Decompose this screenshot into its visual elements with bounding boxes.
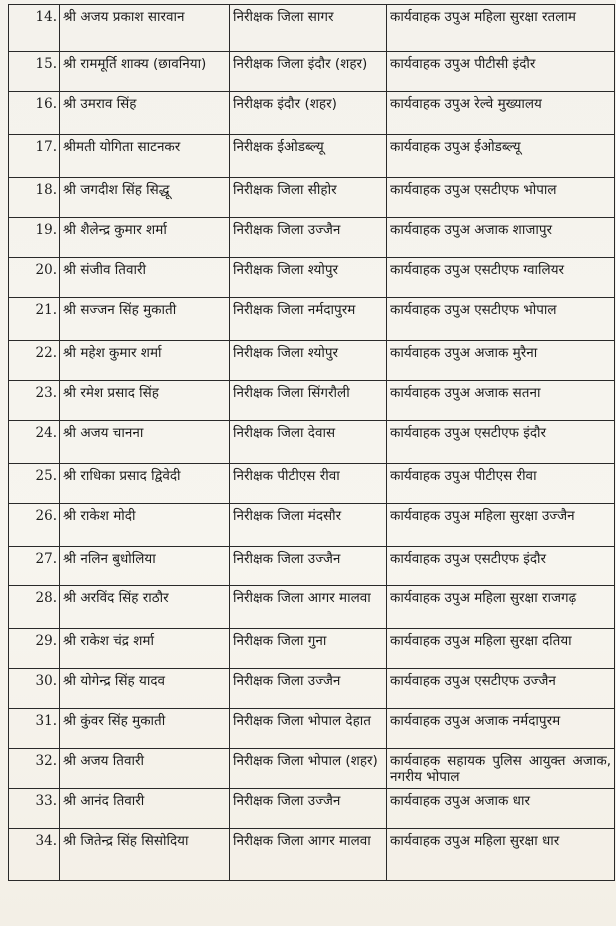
serial-number: 30. xyxy=(9,669,60,709)
current-posting: निरीक्षक जिला श्योपुर xyxy=(230,258,387,298)
table-row xyxy=(9,504,615,547)
serial-number: 33. xyxy=(9,789,60,829)
officer-name: श्री रमेश प्रसाद सिंह xyxy=(60,381,230,421)
table-row xyxy=(9,381,615,421)
current-posting: निरीक्षक जिला भोपाल देहात xyxy=(230,709,387,749)
new-assignment: कार्यवाहक उपुअ अजाक नर्मदापुरम xyxy=(387,709,615,749)
serial-number: 27. xyxy=(9,547,60,586)
current-posting: निरीक्षक जिला उज्जैन xyxy=(230,547,387,586)
officer-name: श्री शैलेन्द्र कुमार शर्मा xyxy=(60,218,230,258)
serial-number: 29. xyxy=(9,629,60,669)
current-posting: निरीक्षक जिला इंदौर (शहर) xyxy=(230,52,387,92)
table-body xyxy=(9,5,615,881)
serial-number: 24. xyxy=(9,421,60,464)
officer-name: श्री अजय चानना xyxy=(60,421,230,464)
officer-name: श्री नलिन बुधोलिया xyxy=(60,547,230,586)
officer-name: श्रीमती योगिता साटनकर xyxy=(60,135,230,178)
current-posting: निरीक्षक जिला भोपाल (शहर) xyxy=(230,749,387,789)
serial-number: 15. xyxy=(9,52,60,92)
serial-number: 20. xyxy=(9,258,60,298)
new-assignment: कार्यवाहक उपुअ एसटीएफ भोपाल xyxy=(387,178,615,218)
table-row xyxy=(9,421,615,464)
current-posting: निरीक्षक जिला नर्मदापुरम xyxy=(230,298,387,341)
officer-name: श्री सज्जन सिंह मुकाती xyxy=(60,298,230,341)
current-posting: निरीक्षक जिला आगर मालवा xyxy=(230,586,387,629)
new-assignment: कार्यवाहक उपुअ रेल्वे मुख्यालय xyxy=(387,92,615,135)
current-posting: निरीक्षक जिला मंदसौर xyxy=(230,504,387,547)
new-assignment: कार्यवाहक उपुअ महिला सुरक्षा दतिया xyxy=(387,629,615,669)
new-assignment: कार्यवाहक उपुअ अजाक सतना xyxy=(387,381,615,421)
serial-number: 14. xyxy=(9,5,60,52)
officer-name: श्री कुंवर सिंह मुकाती xyxy=(60,709,230,749)
new-assignment: कार्यवाहक उपुअ एसटीएफ उज्जैन xyxy=(387,669,615,709)
officer-name: श्री उमराव सिंह xyxy=(60,92,230,135)
serial-number: 22. xyxy=(9,341,60,381)
new-assignment: कार्यवाहक उपुअ पीटीसी इंदौर xyxy=(387,52,615,92)
serial-number: 19. xyxy=(9,218,60,258)
table-row xyxy=(9,749,615,789)
new-assignment: कार्यवाहक उपुअ अजाक शाजापुर xyxy=(387,218,615,258)
officer-name: श्री अजय तिवारी xyxy=(60,749,230,789)
serial-number: 34. xyxy=(9,829,60,881)
current-posting: निरीक्षक ईओडब्ल्यू xyxy=(230,135,387,178)
officer-name: श्री जितेन्द्र सिंह सिसोदिया xyxy=(60,829,230,881)
table-row xyxy=(9,709,615,749)
officer-name: श्री राकेश मोदी xyxy=(60,504,230,547)
officer-name: श्री संजीव तिवारी xyxy=(60,258,230,298)
current-posting: निरीक्षक जिला देवास xyxy=(230,421,387,464)
officer-name: श्री आनंद तिवारी xyxy=(60,789,230,829)
new-assignment: कार्यवाहक उपुअ एसटीएफ इंदौर xyxy=(387,547,615,586)
current-posting: निरीक्षक जिला उज्जैन xyxy=(230,218,387,258)
table-row xyxy=(9,669,615,709)
current-posting: निरीक्षक जिला श्योपुर xyxy=(230,341,387,381)
table-row xyxy=(9,258,615,298)
new-assignment: कार्यवाहक उपुअ महिला सुरक्षा उज्जैन xyxy=(387,504,615,547)
current-posting: निरीक्षक जिला आगर मालवा xyxy=(230,829,387,881)
new-assignment: कार्यवाहक उपुअ महिला सुरक्षा धार xyxy=(387,829,615,881)
officer-name: श्री अजय प्रकाश सारवान xyxy=(60,5,230,52)
current-posting: निरीक्षक जिला सिंगरौली xyxy=(230,381,387,421)
transfer-list-table xyxy=(8,4,615,881)
serial-number: 18. xyxy=(9,178,60,218)
officer-name: श्री राकेश चंद्र शर्मा xyxy=(60,629,230,669)
serial-number: 16. xyxy=(9,92,60,135)
table-row xyxy=(9,178,615,218)
serial-number: 28. xyxy=(9,586,60,629)
new-assignment: कार्यवाहक उपुअ महिला सुरक्षा रतलाम xyxy=(387,5,615,52)
new-assignment: कार्यवाहक उपुअ अजाक मुरैना xyxy=(387,341,615,381)
officer-name: श्री महेश कुमार शर्मा xyxy=(60,341,230,381)
current-posting: निरीक्षक जिला उज्जैन xyxy=(230,669,387,709)
new-assignment: कार्यवाहक उपुअ पीटीएस रीवा xyxy=(387,464,615,504)
current-posting: निरीक्षक जिला उज्जैन xyxy=(230,789,387,829)
new-assignment: कार्यवाहक उपुअ एसटीएफ इंदौर xyxy=(387,421,615,464)
officer-name: श्री योगेन्द्र सिंह यादव xyxy=(60,669,230,709)
table-row xyxy=(9,789,615,829)
current-posting: निरीक्षक जिला सागर xyxy=(230,5,387,52)
serial-number: 21. xyxy=(9,298,60,341)
table-row xyxy=(9,341,615,381)
serial-number: 32. xyxy=(9,749,60,789)
new-assignment: कार्यवाहक उपुअ ईओडब्ल्यू xyxy=(387,135,615,178)
serial-number: 31. xyxy=(9,709,60,749)
serial-number: 25. xyxy=(9,464,60,504)
table-row xyxy=(9,218,615,258)
current-posting: निरीक्षक इंदौर (शहर) xyxy=(230,92,387,135)
serial-number: 23. xyxy=(9,381,60,421)
serial-number: 17. xyxy=(9,135,60,178)
table-row xyxy=(9,586,615,629)
current-posting: निरीक्षक पीटीएस रीवा xyxy=(230,464,387,504)
table-row xyxy=(9,629,615,669)
table-row xyxy=(9,298,615,341)
current-posting: निरीक्षक जिला सीहोर xyxy=(230,178,387,218)
new-assignment: कार्यवाहक उपुअ एसटीएफ ग्वालियर xyxy=(387,258,615,298)
officer-name: श्री जगदीश सिंह सिद्धू xyxy=(60,178,230,218)
serial-number: 26. xyxy=(9,504,60,547)
table-row xyxy=(9,829,615,881)
table-row xyxy=(9,52,615,92)
officer-name: श्री राममूर्ति शाक्य (छावनिया) xyxy=(60,52,230,92)
table-row xyxy=(9,547,615,586)
new-assignment: कार्यवाहक उपुअ महिला सुरक्षा राजगढ़ xyxy=(387,586,615,629)
new-assignment: कार्यवाहक उपुअ एसटीएफ भोपाल xyxy=(387,298,615,341)
officer-name: श्री अरविंद सिंह राठौर xyxy=(60,586,230,629)
new-assignment: कार्यवाहक उपुअ अजाक धार xyxy=(387,789,615,829)
current-posting: निरीक्षक जिला गुना xyxy=(230,629,387,669)
new-assignment: कार्यवाहक सहायक पुलिस आयुक्त अजाक, नगरीय भोपाल xyxy=(387,749,615,789)
table-row xyxy=(9,92,615,135)
table-row xyxy=(9,135,615,178)
table-row xyxy=(9,5,615,52)
table-row xyxy=(9,464,615,504)
officer-name: श्री राधिका प्रसाद द्विवेदी xyxy=(60,464,230,504)
